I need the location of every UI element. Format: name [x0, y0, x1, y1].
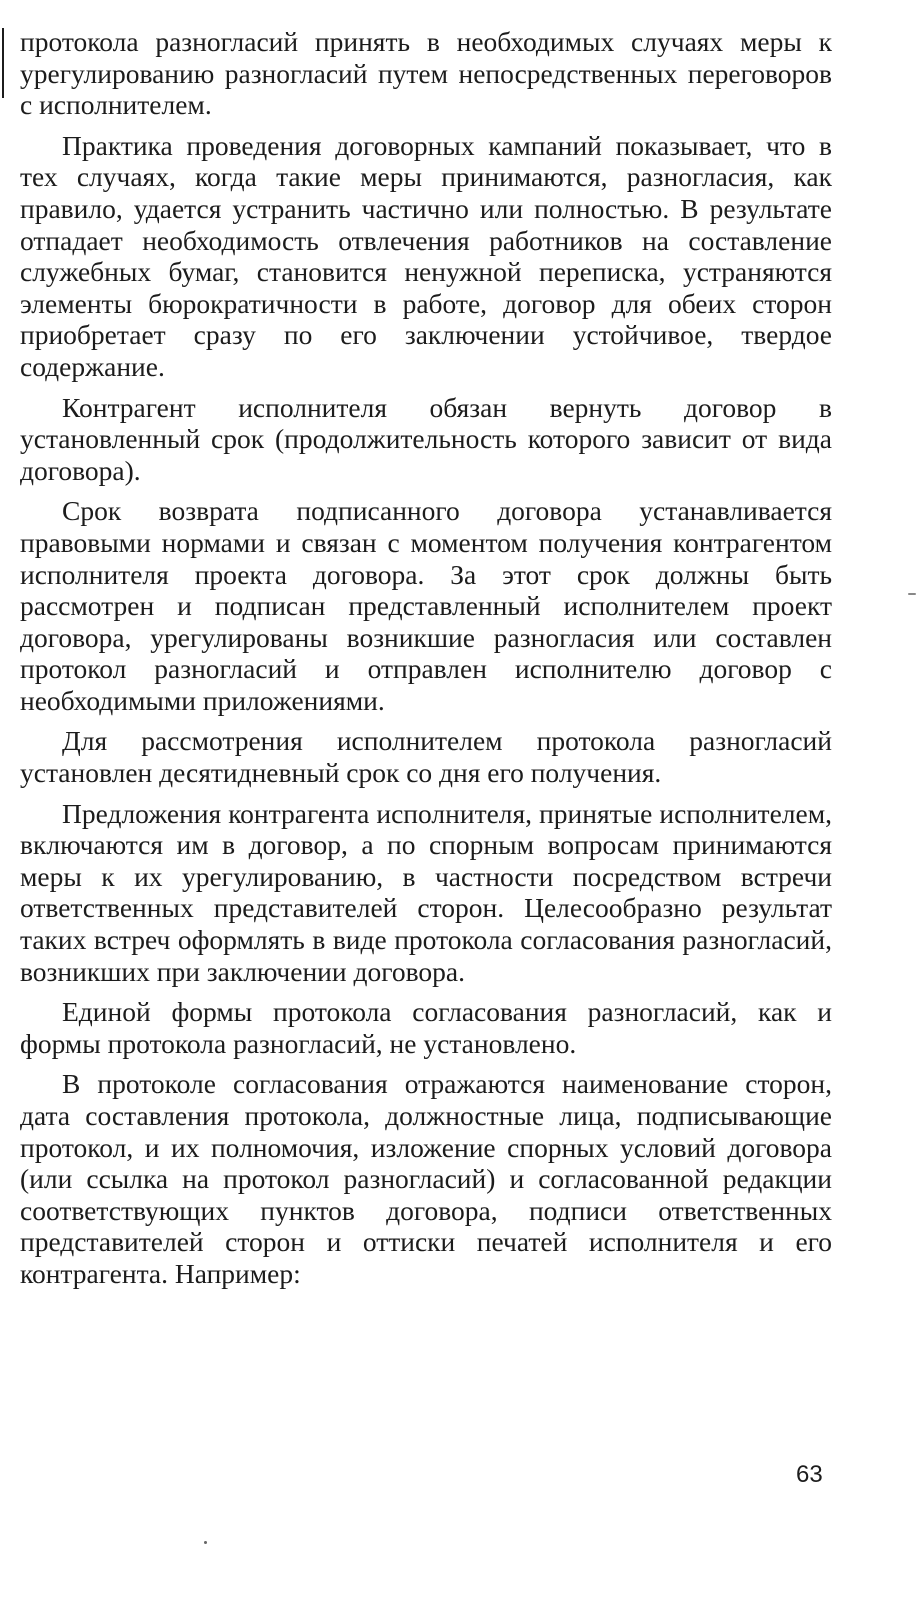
page-number: 63: [796, 1461, 823, 1488]
paragraph-ten-day-term: Для рассмотрения исполнителем протокола разногласий установлен десятидневный срок со дня его получения.: [20, 725, 832, 789]
scan-speck: [908, 593, 916, 595]
page-text-body: [20, 26, 832, 1299]
paragraph-proposals: Предложения контрагента исполнителя, принятые исполнителем, включаются им в договор, а по спорным вопросам принимаются меры к их урегулированию, в частности посредством встречи ответственных представителей сторон. Целесообразно результат таких встреч оформлять в виде протокола согласования разногласий, возникших при заключении договора.: [20, 797, 832, 987]
page-edge-rule: [2, 28, 4, 98]
paragraph-practice: Практика проведения договорных кампаний показывает, что в тех случаях, когда такие меры принимаются, разногласия, как правило, удается устранить частично или полностью. В результате отпадает необходимость отвлечения работников на составление служебных бумаг, становится ненужной переписка, устраняются элементы бюрократичности в работе, договор для обеих сторон приобретает сразу по его заключении устойчивое, твердое содержание.: [20, 129, 832, 382]
paragraph-continuation: протокола разногласий принять в необходимых случаях меры к урегулированию разногласий путем непосредственных переговоров с исполнителем.: [20, 26, 832, 121]
paragraph-protocol-contents: В протоколе согласования отражаются наименование сторон, дата составления протокола, должностные лица, подписывающие протокол, и их полномочия, изложение спорных условий договора (или ссылка на протокол разногласий) и согласованной редакции соответствующих пунктов договора, подписи ответственных представителей сторон и оттиски печатей исполнителя и его контрагента. Например:: [20, 1068, 832, 1289]
paragraph-return-term: Срок возврата подписанного договора устанавливается правовыми нормами и связан с моментом получения контрагентом исполнителя проекта договора. За этот срок должны быть рассмотрен и подписан представленный исполнителем проект договора, урегулированы возникшие разногласия или составлен протокол разногласий и отправлен исполнителю договор с необходимыми приложениями.: [20, 495, 832, 716]
scan-speck: [204, 1541, 207, 1544]
paragraph-no-unified-form: Единой формы протокола согласования разногласий, как и формы протокола разногласий, не установлено.: [20, 996, 832, 1059]
paragraph-contractor-obligation: Контрагент исполнителя обязан вернуть договор в установленный срок (продолжительность которого зависит от вида договора).: [20, 391, 832, 486]
